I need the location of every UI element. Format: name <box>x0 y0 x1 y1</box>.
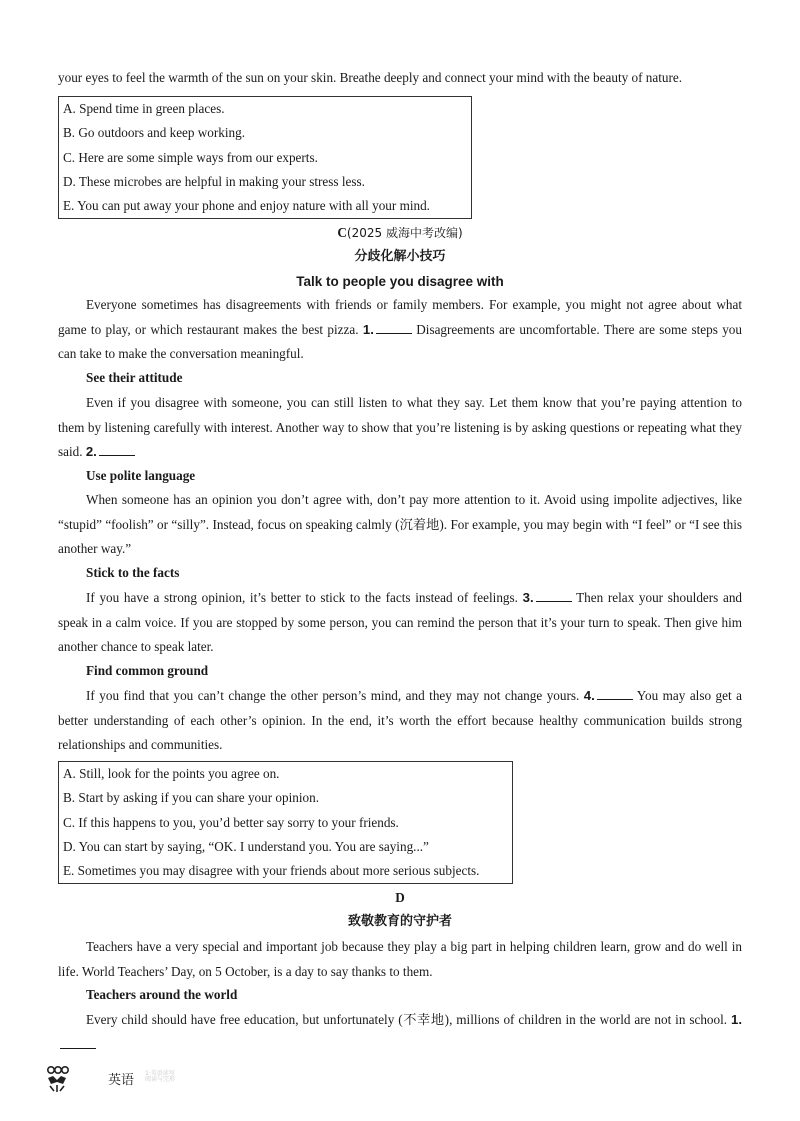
heading-use-polite-language: Use polite language <box>86 468 196 483</box>
section-d-paragraph-1: Teachers have a very special and important job because they play a big part in helping children learn, grow and do well in life. World Teachers’ Day, on 5 October, is a day to say thanks to them. <box>58 939 742 979</box>
options-box-b <box>58 96 472 219</box>
section-c-source: (2025 威海中考改编) <box>346 226 463 240</box>
answer-blank-1[interactable] <box>376 321 412 334</box>
footer-subject: 英语 <box>108 1073 135 1088</box>
option-c: C. Here are some simple ways from our experts. <box>63 149 318 165</box>
option-e: E. You can put away your phone and enjoy nature with all your mind. <box>63 198 430 214</box>
option-b: B. Go outdoors and keep working. <box>63 125 246 141</box>
blank-number-d1: 1. <box>731 1012 742 1027</box>
answer-blank-2[interactable] <box>99 443 135 456</box>
heading-find-common-ground: Find common ground <box>86 663 209 678</box>
answer-blank-4[interactable] <box>597 687 633 700</box>
heading-teachers-around-the-world: Teachers around the world <box>86 987 238 1002</box>
options-box-c <box>58 761 513 884</box>
publisher-logo-icon <box>44 1064 70 1094</box>
heading-stick-to-the-facts: Stick to the facts <box>86 565 180 580</box>
section-d-label: D <box>395 890 405 905</box>
intro-paragraph-tail: your eyes to feel the warmth of the sun on your skin. Breathe deeply and connect your mind with the beauty of nature. <box>58 70 683 85</box>
section-d-paragraph-2: Every child should have free education, but unfortunately (不幸地), millions of children in the world are not in school. 1. <box>58 1008 742 1057</box>
blank-number-4: 4. <box>583 688 595 703</box>
section-c-paragraph-5: If you find that you can’t change the other person’s mind, and they may not change yours. 4. You may also get a better understanding of each other’s opinion. In the end, it’s worth the effort because healthy communication builds strong relationships and communities. <box>58 688 742 752</box>
section-c-label: C <box>337 225 347 240</box>
section-c-paragraph-2: Even if you disagree with someone, you can still listen to what they say. Let them know that you’re paying attention to them by listening carefully with interest. Another way to show that you’re listening is by asking questions or repeating what they said. 2. <box>58 395 742 459</box>
section-c-header <box>0 223 800 243</box>
section-d-cn-title: 致敬教育的守护者 <box>347 914 452 929</box>
section-c-cn-title: 分歧化解小技巧 <box>354 249 446 264</box>
answer-blank-d1[interactable] <box>60 1036 96 1049</box>
heading-see-their-attitude: See their attitude <box>86 370 183 385</box>
option-c: C. If this happens to you, you’d better say sorry to your friends. <box>63 814 399 830</box>
option-a: A. Spend time in green places. <box>63 101 225 116</box>
blank-number-2: 2. <box>85 444 97 459</box>
section-c-paragraph-3: When someone has an opinion you don’t agree with, don’t pay more attention to it. Avoid using impolite adjectives, like “stupid” “foolish” or “silly”. Instead, focus on speaking calmly (沉着地). For example, you may begin with “I feel” or “I see this another way.” <box>58 492 742 556</box>
option-d: D. You can start by saying, “OK. I understand you. You are saying...” <box>63 838 429 854</box>
section-c-paragraph-4: If you have a strong opinion, it’s better to stick to the facts instead of feelings. 3. Then relax your shoulders and speak in a calm voice. If you are stopped by some person, you can remind the person that it’s your turn to speak. Then give him another chance to speak later. <box>58 590 743 654</box>
blank-number-1: 1. <box>362 321 374 337</box>
section-c-en-title: Talk to people you disagree with <box>296 274 504 289</box>
footer-faint-text: 1·英语读写 阅读与完形 <box>145 1070 176 1083</box>
option-a: A. Still, look for the points you agree on. <box>63 766 280 781</box>
blank-number-3: 3. <box>522 590 534 605</box>
section-c-paragraph-1: Everyone sometimes has disagreements with friends or family members. For example, you might not agree about what game to play, or which restaurant makes the best pizza. 1. Disagreements are uncomfortable. There are some steps you can take to make the conversation meaningful. <box>58 297 742 361</box>
option-b: B. Start by asking if you can share your opinion. <box>63 790 320 806</box>
option-e: E. Sometimes you may disagree with your friends about more serious subjects. <box>63 863 480 879</box>
answer-blank-3[interactable] <box>536 589 572 602</box>
option-d: D. These microbes are helpful in making your stress less. <box>63 173 365 189</box>
